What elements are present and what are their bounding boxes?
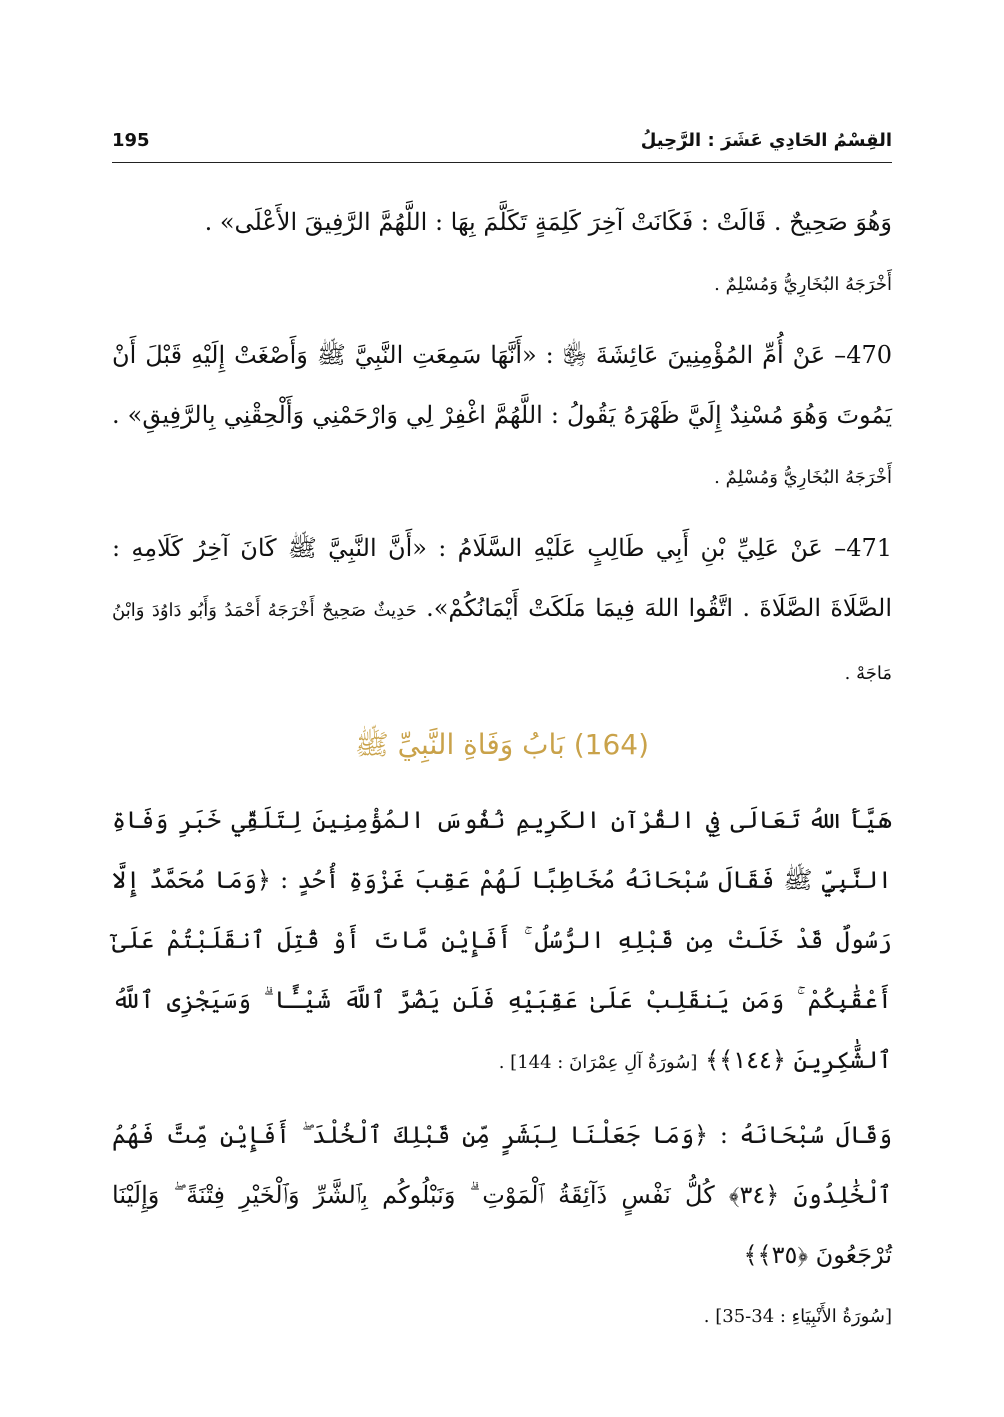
page-header (112, 118, 892, 163)
verse-1-reference: [سُورَةُ آلِ عِمْرَانَ : 144] . (498, 1052, 698, 1073)
continuation-source: أَخْرَجَهُ البُخَارِيُّ وَمُسْلِمٌ . (714, 274, 892, 295)
quran-verse-1: ﴿وَمَا مُحَمَّدٌ إِلَّا رَسُولٌ قَدْ خَلَتْ مِن قَبْلِهِ الرُّسُلُ ۚ أَفَإِيْن مَّاتَ أَوْ قُتِلَ ٱنقَلَبْتُمْ عَلَىٰٓ أَعْقَٰبِكُمْ ۚ وَمَن يَنقَلِبْ عَلَىٰ عَقِبَيْهِ فَلَن يَضُرَّ ٱللَّهَ شَيْـًٔا ۗ وَسَيَجْزِى ٱللَّهُ ٱلشَّٰكِرِينَ ﴿١٤٤﴾﴾ (112, 866, 892, 1074)
verse-2-reference: [سُورَةُ الأَنْبِيَاءِ : 34-35] . (703, 1306, 892, 1327)
section-second-verse (112, 1105, 892, 1285)
running-title: القِسْمُ الحَادِي عَشَرَ : الرَّحِيلُ (640, 129, 892, 151)
quran-verse-2: ﴿وَمَا جَعَلْنَا لِبَشَرٍ مِّن قَبْلِكَ ٱلْخُلْدَ ۖ أَفَإِيْن مِّتَّ فَهُمُ ٱلْخَٰلِدُونَ ﴿٣٤﴾ كُلُّ نَفْسٍ ذَآئِقَةُ ٱلْمَوْتِ ۗ وَنَبْلُوكُم بِٱلشَّرِّ وَٱلْخَيْرِ فِتْنَةً ۖ وَإِلَيْنَا تُرْجَعُونَ ﴿٣٥﴾﴾ (112, 1121, 892, 1269)
section-intro2-text: وَقَالَ سُبْحَانَهُ : (719, 1121, 893, 1149)
hadith-470-source: أَخْرَجَهُ البُخَارِيُّ وَمُسْلِمٌ . (714, 467, 892, 488)
hadith-471-text: 471– عَنْ عَلِيِّ بْنِ أَبِي طَالِبٍ عَلَيْهِ السَّلَامُ : «أَنَّ النَّبِيَّ ﷺ كَانَ آخِرُ كَلَامِهِ : الصَّلَاةَ الصَّلَاةَ . اتَّقُوا اللهَ فِيمَا مَلَكَتْ أَيْمَانُكُمْ». (112, 534, 893, 622)
hadith-470 (112, 325, 892, 508)
hadith-471 (112, 518, 892, 704)
section-heading: (164) بَابُ وَفَاةِ النَّبِيِّ ﷺ (354, 728, 650, 761)
page-number: 195 (112, 129, 150, 151)
section-intro-text: هَيَّأَ اللهُ تَعَالَى فِي القُرْآنِ الكَرِيمِ نُفُوسَ المُؤْمِنِينَ لِتَلَقِّي خَبَرِ وَفَاةِ النَّبِيِّ ﷺ فَقَالَ سُبْحَانَهُ مُخَاطِبًا لَهُمْ عَقِبَ غَزْوَةِ أُحُدٍ : (112, 806, 892, 894)
section-intro (112, 790, 892, 1093)
hadith-470-text: 470– عَنْ أُمِّ المُؤْمِنِينَ عَائِشَةَ ﵂ : «أَنَّهَا سَمِعَتِ النَّبِيَّ ﷺ وَأَصْغَتْ إِلَيْهِ قَبْلَ أَنْ يَمُوتَ وَهُوَ مُسْنِدٌ إِلَيَّ ظَهْرَهُ يَقُولُ : اللَّهُمَّ اغْفِرْ لِي وَارْحَمْنِي وَأَلْحِقْنِي بِالرَّفِيقِ» . (112, 341, 892, 429)
hadith-471-source: حَدِيثٌ صَحِيحٌ أَخْرَجَهُ أَحْمَدُ وَأَبُو دَاوُدَ وَابْنُ مَاجَهْ . (112, 600, 892, 684)
paragraph-continuation (112, 192, 892, 315)
page-body (112, 192, 892, 1339)
continuation-text: وَهُوَ صَحِيحٌ . قَالَتْ : فَكَانَتْ آخِرَ كَلِمَةٍ تَكَلَّمَ بِهَا : اللَّهُمَّ الرَّفِيقَ الأَعْلَى» . (204, 208, 892, 236)
